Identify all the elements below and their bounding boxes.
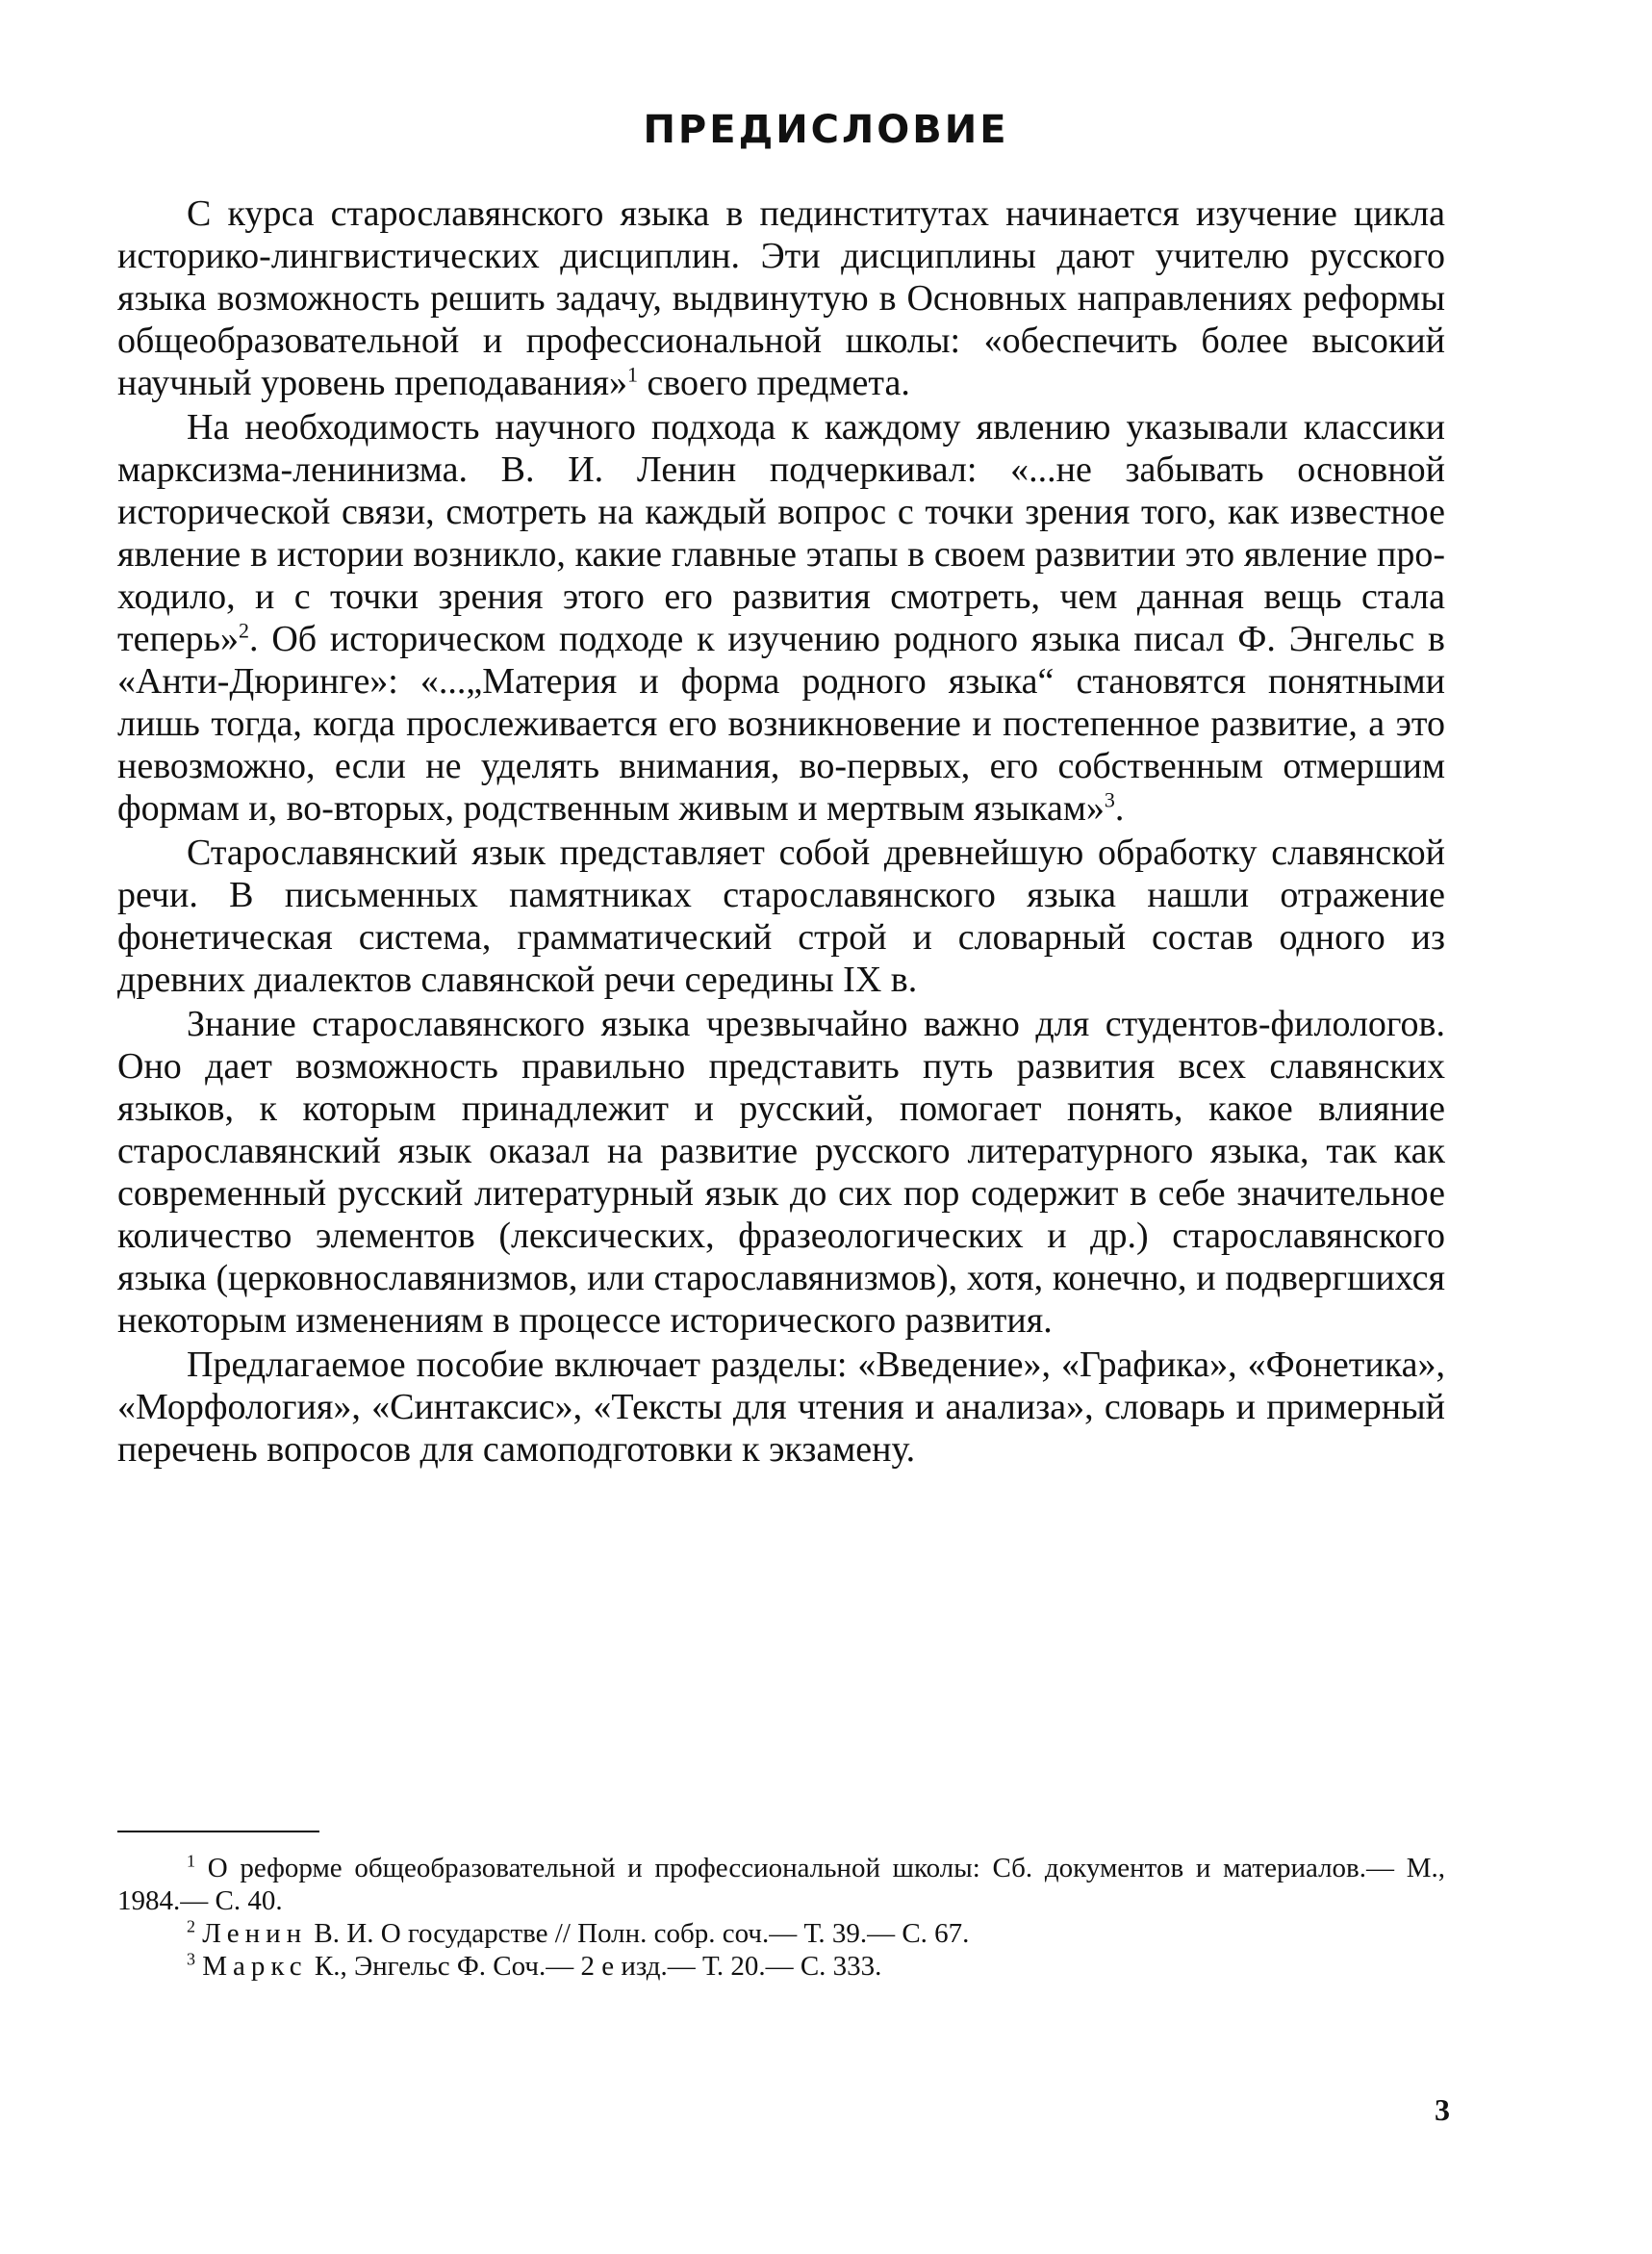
paragraph-3: Старославянский язык представляет собой древнейшую обработку славянской речи. В письменных памятниках старославянского языка нашли отражение фонетическая система, грамматический строй и словарный состав одного из древних диалектов славянской речи середины IX в. xyxy=(117,832,1445,1000)
footnote-ref-2: 2 xyxy=(239,618,250,643)
footnote-3-author: Маркс xyxy=(202,1951,308,1982)
footnote-1-text: О реформе общеобразовательной и профессиональной школы: Сб. документов и материалов.— М., 1984.— С. 40. xyxy=(117,1853,1445,1916)
paragraph-5: Предлагаемое пособие включает разделы: «Введение», «Графика», «Фонетика», «Морфология», «Синтаксис», «Тексты для чтения и анализа», словарь и примерный перечень вопросов для самоподготовки к экзамену. xyxy=(117,1345,1445,1470)
paragraph-2-text-b: . Об историческом подходе к изучению родного языка писал Ф. Энгельс в «Анти-Дюринге»: «...„Материя и форма родного языка“ становятся понятными лишь тогда, когда прослеживается его возникновение и постепенное развитие, а это невозможно, если не уделять внимания, во-первых, его собственным отмершим формам и, во-вторых, родственным живым и мертвым языкам» xyxy=(117,619,1445,829)
footnote-ref-1: 1 xyxy=(626,362,638,387)
paragraph-1-tail: своего предмета. xyxy=(637,363,910,403)
footnote-2-mark: 2 xyxy=(187,1916,195,1936)
footnote-1-mark: 1 xyxy=(187,1851,195,1871)
footnote-2 xyxy=(117,1917,1445,1950)
page-number: 3 xyxy=(1435,2092,1450,2127)
page-title: ПРЕДИСЛОВИЕ xyxy=(643,108,1009,152)
footnote-1 xyxy=(117,1852,1445,1917)
paragraph-2 xyxy=(117,406,1445,830)
footnote-3 xyxy=(117,1950,1445,1983)
paragraph-2-text-a: На необходимость научного подхода к каждому явлению указывали классики марксизма-ленинизма. В. И. Ленин подчеркивал: «...не забывать основной исторической связи, смотреть на каждый вопрос с точки зрения того, как известное явление в истории возникло, какие главные этапы в своем развитии это явление проходило, и с точки зрения этого его развития смотреть, чем данная вещь стала теперь» xyxy=(117,407,1445,659)
footnote-2-author: Ленин xyxy=(202,1918,308,1949)
footnote-2-text: В. И. О государстве // Полн. собр. соч.— Т. 39.— С. 67. xyxy=(307,1918,970,1949)
footnote-3-text: К., Энгельс Ф. Соч.— 2 е изд.— Т. 20.— С. 333. xyxy=(307,1951,882,1982)
footnote-divider xyxy=(117,1831,319,1832)
paragraph-1 xyxy=(117,192,1445,404)
paragraph-4: Знание старославянского языка чрезвычайно важно для студентов-филологов. Оно дает возможность правильно представить путь развития всех славянских языков, к которым принадлежит и русский, помогает понять, какое влияние старославянский язык оказал на развитие русского литературного языка, так как современный русский литературный язык до сих пор содержит в себе значительное количество элементов (лексических, фразеологических и др.) старославянского языка (церковнославянизмов, или старославянизмов), хотя, конечно, и подвергшихся некоторым изменениям в процессе исторического развития. xyxy=(117,1004,1445,1341)
footnotes xyxy=(117,1852,1445,1983)
footnote-3-mark: 3 xyxy=(187,1949,195,1969)
paragraph-1-text: С курса старославянского языка в пединститутах начинается изучение цикла историко-лингвистических дисциплин. Эти дисциплины дают учителю русского языка возможность решить задачу, выдвинутую в Основных направлениях реформы общеобразовательной и профессиональной школы: «обеспечить более высокий научный уровень преподавания» xyxy=(117,193,1445,403)
paragraph-2-tail: . xyxy=(1114,788,1125,829)
body-text xyxy=(117,192,1445,1473)
footnote-ref-3: 3 xyxy=(1104,787,1115,812)
